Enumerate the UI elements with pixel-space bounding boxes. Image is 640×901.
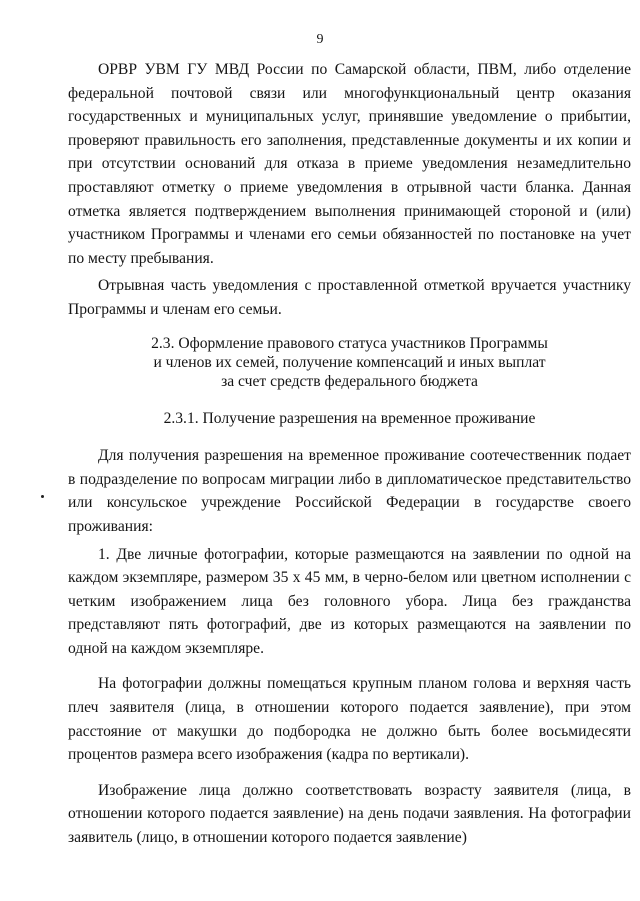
paragraph-application-intro: Для получения разрешения на временное проживание соотечественник подает в подразделение по вопросам миграции либо в дипломатическое представительство или консульское учреждение Российской Федерации в государстве своего проживания: <box>68 447 631 535</box>
document-body <box>68 58 631 850</box>
page-number: 9 <box>316 32 324 47</box>
section-heading-line: за счет средств федерального бюджета <box>221 372 478 390</box>
paragraph-photos: 1. Две личные фотографии, которые размещаются на заявлении по одной на каждом экземпляре, размером 35 х 45 мм, в черно-белом или цветном исполнении с четким изображением лица без головного убора. Лица без гражданства представляют пять фотографий, две из которых размещаются на заявлении по одной на каждом экземпляре. <box>68 545 631 657</box>
section-heading <box>68 334 631 391</box>
paragraph-photo-framing: На фотографии должны помещаться крупным планом голова и верхняя часть плеч заявителя (лица, в отношении которого подается заявление), при этом расстояние от макушки до подбородка не должно быть более восьмидесяти процентов размера всего изображения (кадра по вертикали). <box>68 675 631 764</box>
paragraph-photo-age: Изображение лица должно соответствовать возрасту заявителя (лица, в отношении которого подается заявление) на день подачи заявления. На фотографии заявитель (лицо, в отношении которого подается заявление) <box>68 781 631 847</box>
paragraph-notification-check: ОРВР УВМ ГУ МВД России по Самарской области, ПВМ, либо отделение федеральной почтовой связи или многофункциональный центр оказания государственных и муниципальных услуг, принявшие уведомление о прибытии, проверяют правильность его заполнения, представленные документы и их копии и при отсутствии оснований для отказа в приеме уведомления незамедлительно проставляют отметку о приеме уведомления в отрывной части бланка. Данная отметка является подтверждением выполнения принимающей стороной и (или) участником Программы и членами его семьи обязанностей по постановке на учет по месту пребывания. <box>68 61 631 267</box>
paragraph-tear-off-part: Отрывная часть уведомления с проставленной отметкой вручается участнику Программы и членам его семьи. <box>68 277 631 318</box>
scan-speck <box>41 495 44 498</box>
subsection-heading: 2.3.1. Получение разрешения на временное проживание <box>163 409 536 427</box>
section-heading-line: и членов их семей, получение компенсаций и иных выплат <box>153 353 546 371</box>
section-heading-line: 2.3. Оформление правового статуса участников Программы <box>151 334 548 352</box>
